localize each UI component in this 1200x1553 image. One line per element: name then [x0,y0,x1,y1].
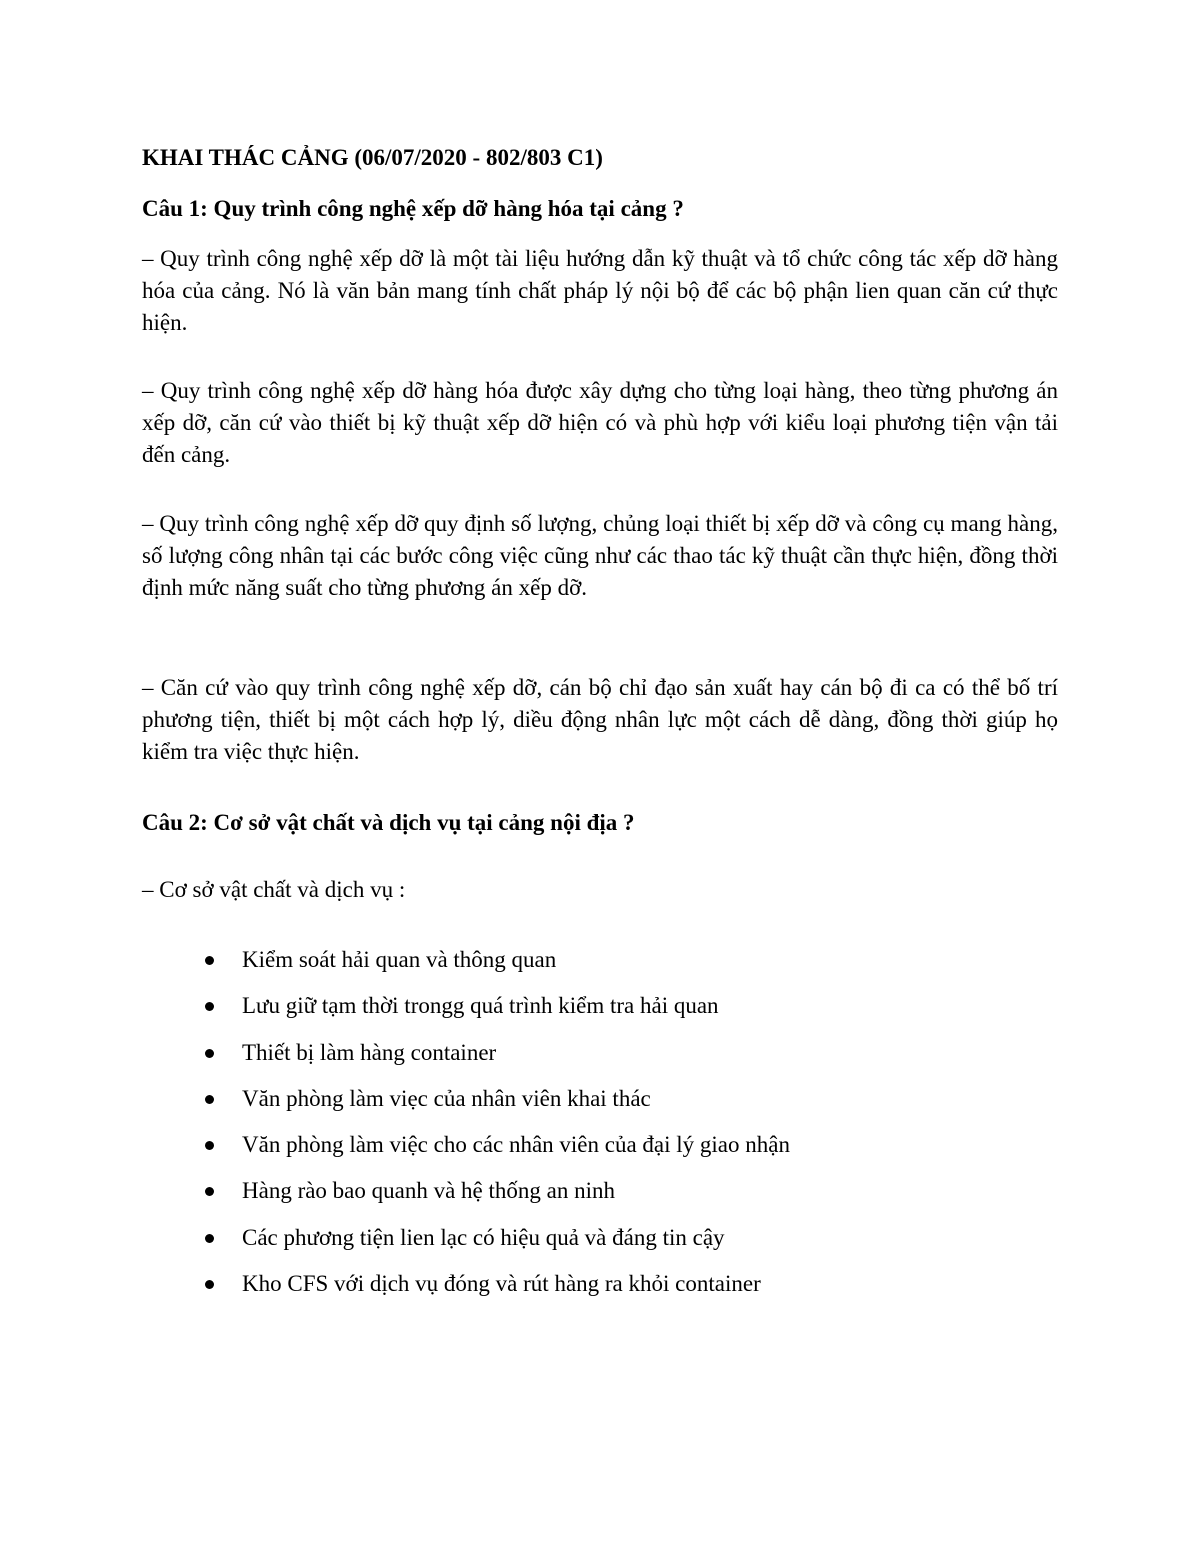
document-title: KHAI THÁC CẢNG (06/07/2020 - 802/803 C1) [142,145,603,170]
list-item-text: Văn phòng làm việc cho các nhân viên của đại lý giao nhận [242,1132,790,1158]
list-item-text: Thiết bị làm hàng container [242,1039,497,1065]
list-item-text: Kiểm soát hải quan và thông quan [242,947,557,972]
bullet-icon [205,1002,214,1011]
list-item [142,1083,1058,1129]
bullet-icon [205,956,214,965]
question-2-heading: Câu 2: Cơ sở vật chất và dịch vụ tại cảng nội địa ? [142,810,635,835]
list-item-text: Các phương tiện lien lạc có hiệu quả và đáng tin cậy [242,1224,725,1250]
list-item [142,990,1058,1036]
bullet-icon [205,1095,214,1104]
list-item [142,1037,1058,1083]
list-item [142,1129,1058,1175]
bullet-icon [205,1049,214,1058]
question-2-intro: – Cơ sở vật chất và dịch vụ : [142,877,406,902]
bullet-icon [205,1280,214,1289]
bullet-icon [205,1141,214,1150]
list-item-text: Hàng rào bao quanh và hệ thống an ninh [242,1178,616,1204]
list-item [142,1222,1058,1268]
list-item-text: Văn phòng làm viẹc của nhân viên khai thác [242,1085,651,1111]
question-1-paragraph-3: – Quy trình công nghệ xếp dỡ quy định số lượng, chủng loại thiết bị xếp dỡ và công cụ mang hàng, số lượng công nhân tại các bước công việc cũng như các thao tác kỹ thuật cần thực hiện, đồng thời định mức năng suất cho từng phương án xếp dỡ. [142,511,1058,600]
list-item-text: Lưu giữ tạm thời trongg quá trình kiểm tra hải quan [242,993,719,1019]
question-1-paragraph-4: – Căn cứ vào quy trình công nghệ xếp dỡ, cán bộ chỉ đạo sản xuất hay cán bộ đi ca có thể bố trí phương tiện, thiết bị một cách hợp lý, diều động nhân lực một cách dễ dàng, đồng thời giúp họ kiểm tra việc thực hiện. [142,675,1058,764]
question-1-heading: Câu 1: Quy trình công nghệ xếp dỡ hàng hóa tại cảng ? [142,196,684,221]
bullet-icon [205,1234,214,1243]
bullet-icon [205,1187,214,1196]
list-item-text: Kho CFS với dịch vụ đóng và rút hàng ra khỏi container [242,1271,761,1297]
facilities-list [142,944,1058,1314]
question-1-paragraph-1: – Quy trình công nghệ xếp dỡ là một tài liệu hướng dẫn kỹ thuật và tổ chức công tác xếp dỡ hàng hóa của cảng. Nó là văn bản mang tính chất pháp lý nội bộ để các bộ phận lien quan căn cứ thực hiện. [142,246,1058,335]
list-item [142,1175,1058,1221]
question-1-paragraph-2: – Quy trình công nghệ xếp dỡ hàng hóa được xây dựng cho từng loại hàng, theo từng phương án xếp dỡ, căn cứ vào thiết bị kỹ thuật xếp dỡ hiện có và phù hợp với kiểu loại phương tiện vận tải đến cảng. [142,378,1058,467]
list-item [142,1268,1058,1314]
list-item [142,944,1058,990]
